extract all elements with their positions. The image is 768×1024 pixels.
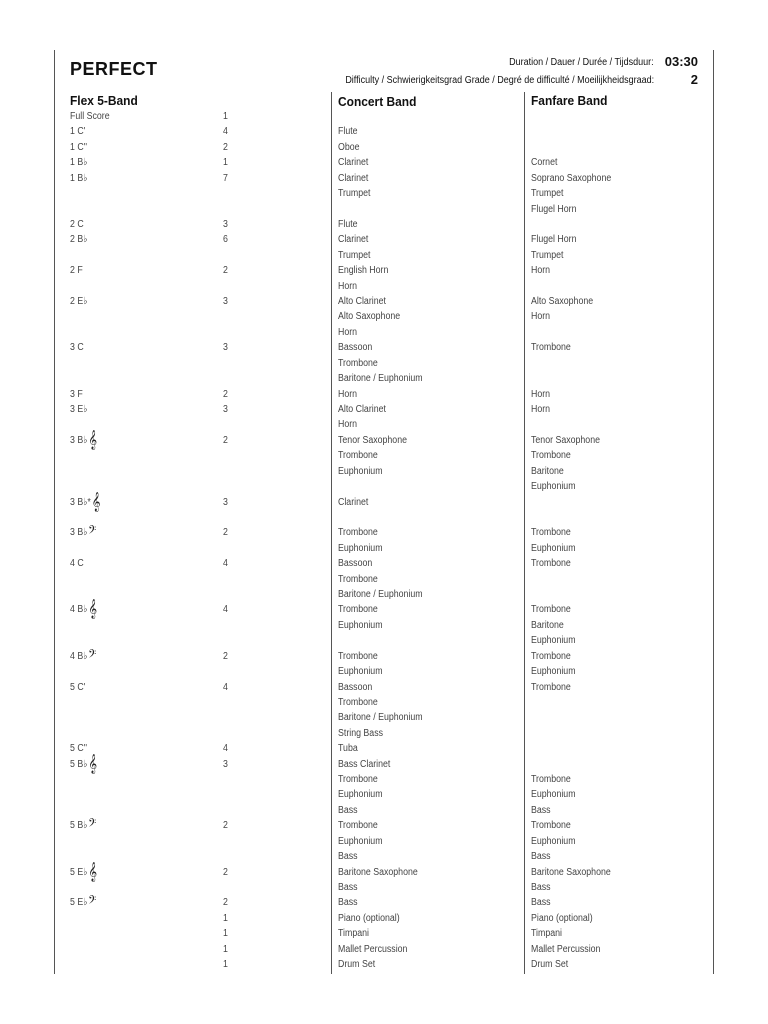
part-quantity: 2 xyxy=(223,650,228,662)
bass-clef-icon: 𝄢 xyxy=(88,817,97,834)
part-name: 3 C xyxy=(70,342,84,354)
part-quantity: 3 xyxy=(223,218,228,230)
part-name: 4 B♭ xyxy=(70,604,88,616)
concert-instrument: Bass xyxy=(338,897,358,909)
part-quantity: 1 xyxy=(223,928,228,940)
concert-instrument: Horn xyxy=(338,419,358,431)
concert-instrument: Trombone xyxy=(338,573,378,585)
part-quantity: 4 xyxy=(223,681,228,693)
part-name: 3 E♭ xyxy=(70,403,88,415)
part-label xyxy=(70,340,84,355)
concert-instrument: Baritone / Euphonium xyxy=(338,373,423,385)
part-label xyxy=(70,649,96,664)
bass-clef-icon: 𝄢 xyxy=(88,894,97,911)
part-name: 5 E♭ xyxy=(70,866,88,878)
concert-instrument: Tuba xyxy=(338,743,358,755)
part-name: 1 B♭ xyxy=(70,157,88,169)
part-label xyxy=(70,525,96,540)
part-quantity: 6 xyxy=(223,234,228,246)
part-name: 5 C' xyxy=(70,681,86,693)
fanfare-column-header: Fanfare Band xyxy=(531,93,608,108)
concert-instrument: Bass xyxy=(338,882,358,893)
part-label xyxy=(70,217,84,232)
fanfare-instrument: Baritone Saxophone xyxy=(531,866,611,878)
difficulty-label: Difficulty / Schwierigkeitsgrad Grade / Degré de difficulté / Moeilijkheidsgraad: xyxy=(345,75,654,86)
fanfare-instrument: Timpani xyxy=(531,928,562,940)
fanfare-instrument: Euphonium xyxy=(531,635,576,647)
concert-instrument: Clarinet xyxy=(338,172,369,184)
part-label xyxy=(70,741,87,756)
part-label xyxy=(70,109,110,124)
concert-instrument: Flute xyxy=(338,126,358,138)
concert-instrument: Euphonium xyxy=(338,465,383,477)
part-name: 1 C'' xyxy=(70,141,88,153)
part-label xyxy=(70,895,96,910)
fanfare-instrument: Euphonium xyxy=(531,481,576,493)
concert-instrument: Baritone Saxophone xyxy=(338,866,418,878)
part-quantity: 3 xyxy=(223,342,228,354)
part-label xyxy=(70,556,84,571)
left-border-line xyxy=(54,50,55,974)
part-name: 5 B♭ xyxy=(70,758,88,770)
concert-instrument: Alto Clarinet xyxy=(338,296,386,308)
fanfare-instrument: Flugel Horn xyxy=(531,203,577,215)
concert-instrument: Horn xyxy=(338,326,358,338)
concert-instrument: Horn xyxy=(338,388,358,400)
part-name: 2 B♭ xyxy=(70,234,88,246)
concert-column-divider xyxy=(331,92,332,974)
concert-instrument: Flute xyxy=(338,218,358,230)
concert-instrument: Trombone xyxy=(338,604,378,616)
concert-instrument: Alto Saxophone xyxy=(338,311,401,323)
concert-instrument: Bass xyxy=(338,804,358,816)
part-name: 4 B♭ xyxy=(70,650,88,662)
part-quantity: 1 xyxy=(223,111,228,122)
treble-clef-icon: 𝄞 xyxy=(91,491,101,512)
fanfare-instrument: Trombone xyxy=(531,450,571,462)
concert-instrument: Tenor Saxophone xyxy=(338,434,407,446)
fanfare-instrument: Bass xyxy=(531,804,551,816)
treble-clef-icon: 𝄞 xyxy=(88,753,98,774)
concert-instrument: Trombone xyxy=(338,820,378,832)
part-quantity: 1 xyxy=(223,943,228,955)
concert-instrument: Baritone / Euphonium xyxy=(338,712,423,724)
fanfare-instrument: Horn xyxy=(531,265,551,277)
fanfare-instrument: Trumpet xyxy=(531,188,564,200)
part-quantity: 2 xyxy=(223,897,228,909)
bass-clef-icon: 𝄢 xyxy=(88,524,97,541)
duration-label: Duration / Dauer / Durée / Tijdsduur: xyxy=(509,57,654,68)
concert-column-header: Concert Band xyxy=(338,94,417,109)
fanfare-instrument: Trombone xyxy=(531,820,571,832)
fanfare-instrument: Flugel Horn xyxy=(531,234,577,246)
concert-instrument: Alto Clarinet xyxy=(338,403,386,415)
concert-instrument: Trombone xyxy=(338,774,378,786)
part-label xyxy=(70,171,87,186)
concert-instrument: Bassoon xyxy=(338,558,373,570)
part-quantity: 4 xyxy=(223,743,228,755)
right-border-line xyxy=(713,50,714,974)
part-name: Full Score xyxy=(70,111,110,122)
concert-instrument: String Bass xyxy=(338,727,384,739)
concert-instrument: Euphonium xyxy=(338,835,383,847)
part-name: 2 E♭ xyxy=(70,296,88,308)
fanfare-instrument: Trumpet xyxy=(531,249,564,261)
treble-clef-icon: 𝄞 xyxy=(88,429,98,450)
part-name: 4 C xyxy=(70,558,84,570)
piece-title: PERFECT xyxy=(70,59,158,79)
part-label xyxy=(70,387,83,402)
part-label xyxy=(70,294,87,309)
part-quantity: 3 xyxy=(223,758,228,770)
flex-column-header: Flex 5-Band xyxy=(70,93,138,108)
fanfare-instrument: Horn xyxy=(531,311,551,323)
fanfare-instrument: Baritone xyxy=(531,465,564,477)
part-quantity: 4 xyxy=(223,558,228,570)
part-name: 5 E♭ xyxy=(70,897,88,909)
part-name: 2 F xyxy=(70,265,83,277)
fanfare-instrument: Bass xyxy=(531,897,551,909)
part-label xyxy=(70,599,98,620)
fanfare-instrument: Alto Saxophone xyxy=(531,296,594,308)
duration-value: 03:30 xyxy=(664,54,698,69)
fanfare-instrument: Soprano Saxophone xyxy=(531,172,612,184)
fanfare-instrument: Trombone xyxy=(531,527,571,539)
part-quantity: 3 xyxy=(223,403,228,415)
fanfare-column-divider xyxy=(524,92,525,974)
concert-instrument: English Horn xyxy=(338,265,389,277)
fanfare-instrument: Euphonium xyxy=(531,666,576,678)
part-name: 5 B♭ xyxy=(70,820,88,832)
concert-instrument: Clarinet xyxy=(338,234,369,246)
part-quantity: 2 xyxy=(223,820,228,832)
part-quantity: 1 xyxy=(223,959,228,971)
concert-instrument: Trumpet xyxy=(338,249,371,261)
fanfare-instrument: Mallet Percussion xyxy=(531,943,601,955)
concert-instrument: Euphonium xyxy=(338,542,383,554)
fanfare-instrument: Baritone xyxy=(531,619,564,631)
part-quantity: 1 xyxy=(223,912,228,924)
part-quantity: 7 xyxy=(223,172,228,184)
concert-instrument: Piano (optional) xyxy=(338,912,400,924)
fanfare-instrument: Horn xyxy=(531,388,551,400)
concert-instrument: Trombone xyxy=(338,527,378,539)
concert-instrument: Clarinet xyxy=(338,157,369,169)
part-quantity: 2 xyxy=(223,527,228,539)
part-label xyxy=(70,429,98,450)
fanfare-instrument: Drum Set xyxy=(531,959,569,971)
fanfare-instrument: Piano (optional) xyxy=(531,912,593,924)
concert-instrument: Baritone / Euphonium xyxy=(338,589,423,601)
concert-instrument: Mallet Percussion xyxy=(338,943,408,955)
bass-clef-icon: 𝄢 xyxy=(88,647,97,664)
part-quantity: 2 xyxy=(223,434,228,446)
part-name: 5 C'' xyxy=(70,743,88,755)
part-label xyxy=(70,140,87,155)
concert-instrument: Timpani xyxy=(338,928,369,940)
difficulty-value: 2 xyxy=(690,72,698,87)
part-label xyxy=(70,861,98,882)
fanfare-instrument: Tenor Saxophone xyxy=(531,434,600,446)
concert-instrument: Euphonium xyxy=(338,619,383,631)
concert-instrument: Clarinet xyxy=(338,496,369,508)
part-name: 2 C xyxy=(70,218,84,230)
part-quantity: 2 xyxy=(223,141,228,153)
concert-instrument: Trombone xyxy=(338,357,378,369)
fanfare-instrument: Trombone xyxy=(531,681,571,693)
concert-instrument: Euphonium xyxy=(338,789,383,801)
fanfare-instrument: Trombone xyxy=(531,558,571,570)
fanfare-instrument: Euphonium xyxy=(531,542,576,554)
concert-instrument: Trombone xyxy=(338,450,378,462)
part-name: 1 C' xyxy=(70,126,86,138)
treble-clef-icon: 𝄞 xyxy=(88,861,98,882)
fanfare-instrument: Trombone xyxy=(531,342,571,354)
part-label xyxy=(70,124,85,139)
part-quantity: 4 xyxy=(223,126,228,138)
part-label xyxy=(70,232,87,247)
concert-instrument: Trumpet xyxy=(338,188,371,200)
fanfare-instrument: Horn xyxy=(531,403,551,415)
part-quantity: 2 xyxy=(223,388,228,400)
concert-instrument: Bassoon xyxy=(338,342,373,354)
part-name: 3 B♭* xyxy=(70,496,91,508)
part-label xyxy=(70,491,101,512)
part-label xyxy=(70,402,87,417)
fanfare-instrument: Trombone xyxy=(531,774,571,786)
concert-instrument: Euphonium xyxy=(338,666,383,678)
part-quantity: 2 xyxy=(223,265,228,277)
part-label xyxy=(70,680,85,695)
concert-instrument: Trombone xyxy=(338,650,378,662)
fanfare-instrument: Bass xyxy=(531,851,551,863)
concert-instrument: Drum Set xyxy=(338,959,376,971)
concert-instrument: Trombone xyxy=(338,696,378,708)
concert-instrument: Bass xyxy=(338,851,358,863)
part-name: 3 B♭ xyxy=(70,434,88,446)
part-name: 1 B♭ xyxy=(70,172,88,184)
concert-instrument: Bassoon xyxy=(338,681,373,693)
fanfare-instrument: Bass xyxy=(531,882,551,893)
fanfare-instrument: Euphonium xyxy=(531,789,576,801)
fanfare-instrument: Euphonium xyxy=(531,835,576,847)
fanfare-instrument: Cornet xyxy=(531,157,558,169)
part-quantity: 1 xyxy=(223,157,228,169)
part-label xyxy=(70,818,96,833)
concert-instrument: Bass Clarinet xyxy=(338,758,391,770)
fanfare-instrument: Trombone xyxy=(531,604,571,616)
part-quantity: 2 xyxy=(223,866,228,878)
part-name: 3 F xyxy=(70,388,83,400)
concert-instrument: Horn xyxy=(338,280,358,292)
part-label xyxy=(70,155,87,170)
part-name: 3 B♭ xyxy=(70,527,88,539)
treble-clef-icon: 𝄞 xyxy=(88,599,98,620)
part-label xyxy=(70,753,98,774)
part-quantity: 3 xyxy=(223,496,228,508)
concert-instrument: Oboe xyxy=(338,141,360,153)
part-quantity: 4 xyxy=(223,604,228,616)
part-label xyxy=(70,263,83,278)
part-quantity: 3 xyxy=(223,296,228,308)
fanfare-instrument: Trombone xyxy=(531,650,571,662)
